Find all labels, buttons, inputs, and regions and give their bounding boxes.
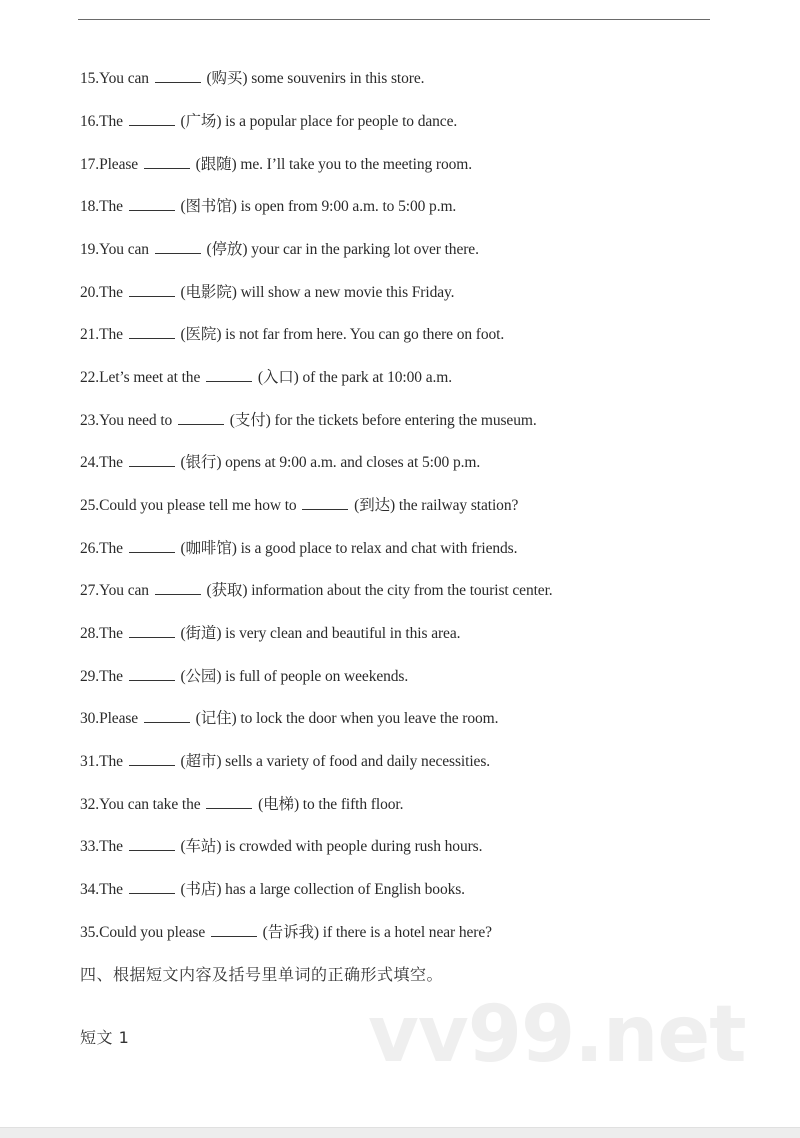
question-number: 23. [80,412,100,429]
answer-blank[interactable] [129,540,175,553]
answer-blank[interactable] [144,710,190,723]
chinese-hint: (电影院) [180,284,237,301]
chinese-hint: (咖啡馆) [180,540,237,557]
answer-blank[interactable] [129,838,175,851]
watermark: vv99.net [368,990,746,1080]
answer-blank[interactable] [206,369,252,382]
question-text-after: is crowded with people during rush hours. [225,838,483,855]
question-text-before: The [99,326,123,343]
question-item [80,408,537,430]
answer-blank[interactable] [155,70,201,83]
chinese-hint: (车站) [180,838,222,855]
question-item [80,749,490,771]
question-item [80,109,457,131]
question-text-before: You need to [99,412,173,429]
question-text-after: the railway station? [398,497,519,514]
question-text-before: The [99,838,123,855]
answer-blank[interactable] [129,113,175,126]
chinese-hint: (支付) [229,412,271,429]
question-item [80,792,403,814]
passage-label: 短文 1 [80,1028,130,1047]
question-item [80,578,553,600]
question-text-before: The [99,625,123,642]
question-text-before: The [99,668,123,685]
question-text-after: your car in the parking lot over there. [251,241,479,258]
answer-blank[interactable] [206,796,252,809]
question-item [80,194,456,216]
question-number: 16. [80,113,100,130]
question-text-before: Please [99,710,139,727]
question-number: 25. [80,497,100,514]
question-item [80,536,517,558]
chinese-hint: (街道) [180,625,222,642]
question-item [80,365,452,387]
question-text-before: Please [99,156,139,173]
question-text-before: The [99,198,123,215]
question-text-after: to lock the door when you leave the room. [240,710,499,727]
question-text-before: You can [99,70,149,87]
question-text-before: You can take the [99,796,201,813]
question-number: 33. [80,838,100,855]
question-item [80,237,479,259]
question-text-before: The [99,113,123,130]
chinese-hint: (获取) [206,582,248,599]
answer-blank[interactable] [155,241,201,254]
question-text-after: some souvenirs in this store. [251,70,425,87]
chinese-hint: (银行) [180,454,222,471]
question-number: 22. [80,369,100,386]
answer-blank[interactable] [129,668,175,681]
question-text-before: You can [99,582,149,599]
question-text-after: is a good place to relax and chat with friends. [240,540,518,557]
question-item [80,834,482,856]
question-number: 24. [80,454,100,471]
chinese-hint: (记住) [195,710,237,727]
answer-blank[interactable] [129,454,175,467]
question-text-before: Could you please [99,924,206,941]
chinese-hint: (告诉我) [262,924,319,941]
question-number: 17. [80,156,100,173]
chinese-hint: (到达) [354,497,396,514]
question-number: 32. [80,796,100,813]
question-text-after: to the fifth floor. [302,796,404,813]
question-number: 27. [80,582,100,599]
question-text-before: The [99,881,123,898]
answer-blank[interactable] [144,156,190,169]
page-bottom-edge [0,1127,800,1138]
answer-blank[interactable] [129,326,175,339]
chinese-hint: (电梯) [258,796,300,813]
question-number: 21. [80,326,100,343]
chinese-hint: (停放) [206,241,248,258]
question-text-before: Let’s meet at the [99,369,201,386]
question-text-after: is not far from here. You can go there on foot. [225,326,505,343]
question-number: 31. [80,753,100,770]
answer-blank[interactable] [155,582,201,595]
question-text-after: opens at 9:00 a.m. and closes at 5:00 p.m. [225,454,481,471]
chinese-hint: (广场) [180,113,222,130]
question-item [80,920,492,942]
chinese-hint: (公园) [180,668,222,685]
question-text-after: is a popular place for people to dance. [225,113,458,130]
chinese-hint: (医院) [180,326,222,343]
header-rule [78,19,710,20]
question-text-after: of the park at 10:00 a.m. [302,369,452,386]
question-item [80,450,480,472]
answer-blank[interactable] [129,753,175,766]
question-item [80,280,454,302]
question-text-after: sells a variety of food and daily necessities. [225,753,491,770]
question-number: 30. [80,710,100,727]
question-item [80,322,504,344]
question-number: 35. [80,924,100,941]
question-text-after: is open from 9:00 a.m. to 5:00 p.m. [240,198,457,215]
question-text-before: The [99,284,123,301]
question-number: 18. [80,198,100,215]
question-text-before: Could you please tell me how to [99,497,297,514]
question-number: 28. [80,625,100,642]
question-item [80,66,424,88]
answer-blank[interactable] [178,412,224,425]
question-text-before: You can [99,241,149,258]
question-item [80,664,408,686]
question-text-after: is very clean and beautiful in this area. [225,625,461,642]
question-item [80,621,460,643]
answer-blank[interactable] [129,625,175,638]
question-number: 19. [80,241,100,258]
chinese-hint: (图书馆) [180,198,237,215]
chinese-hint: (超市) [180,753,222,770]
question-text-after: has a large collection of English books. [225,881,465,898]
question-text-after: if there is a hotel near here? [322,924,492,941]
section-heading: 四、根据短文内容及括号里单词的正确形式填空。 [80,965,444,984]
question-number: 26. [80,540,100,557]
chinese-hint: (入口) [257,369,299,386]
chinese-hint: (购买) [206,70,248,87]
chinese-hint: (书店) [180,881,222,898]
question-text-after: is full of people on weekends. [225,668,409,685]
question-text-after: information about the city from the tourist center. [251,582,553,599]
question-item [80,706,498,728]
question-text-after: me. I’ll take you to the meeting room. [240,156,473,173]
question-item [80,493,518,515]
question-text-after: for the tickets before entering the museum. [274,412,537,429]
answer-blank[interactable] [211,924,257,937]
question-number: 29. [80,668,100,685]
answer-blank[interactable] [129,284,175,297]
question-item [80,877,465,899]
answer-blank[interactable] [302,497,348,510]
question-number: 15. [80,70,100,87]
question-number: 20. [80,284,100,301]
question-text-before: The [99,753,123,770]
answer-blank[interactable] [129,198,175,211]
question-number: 34. [80,881,100,898]
chinese-hint: (跟随) [195,156,237,173]
question-text-before: The [99,540,123,557]
question-text-before: The [99,454,123,471]
question-item [80,152,472,174]
answer-blank[interactable] [129,881,175,894]
question-text-after: will show a new movie this Friday. [240,284,455,301]
